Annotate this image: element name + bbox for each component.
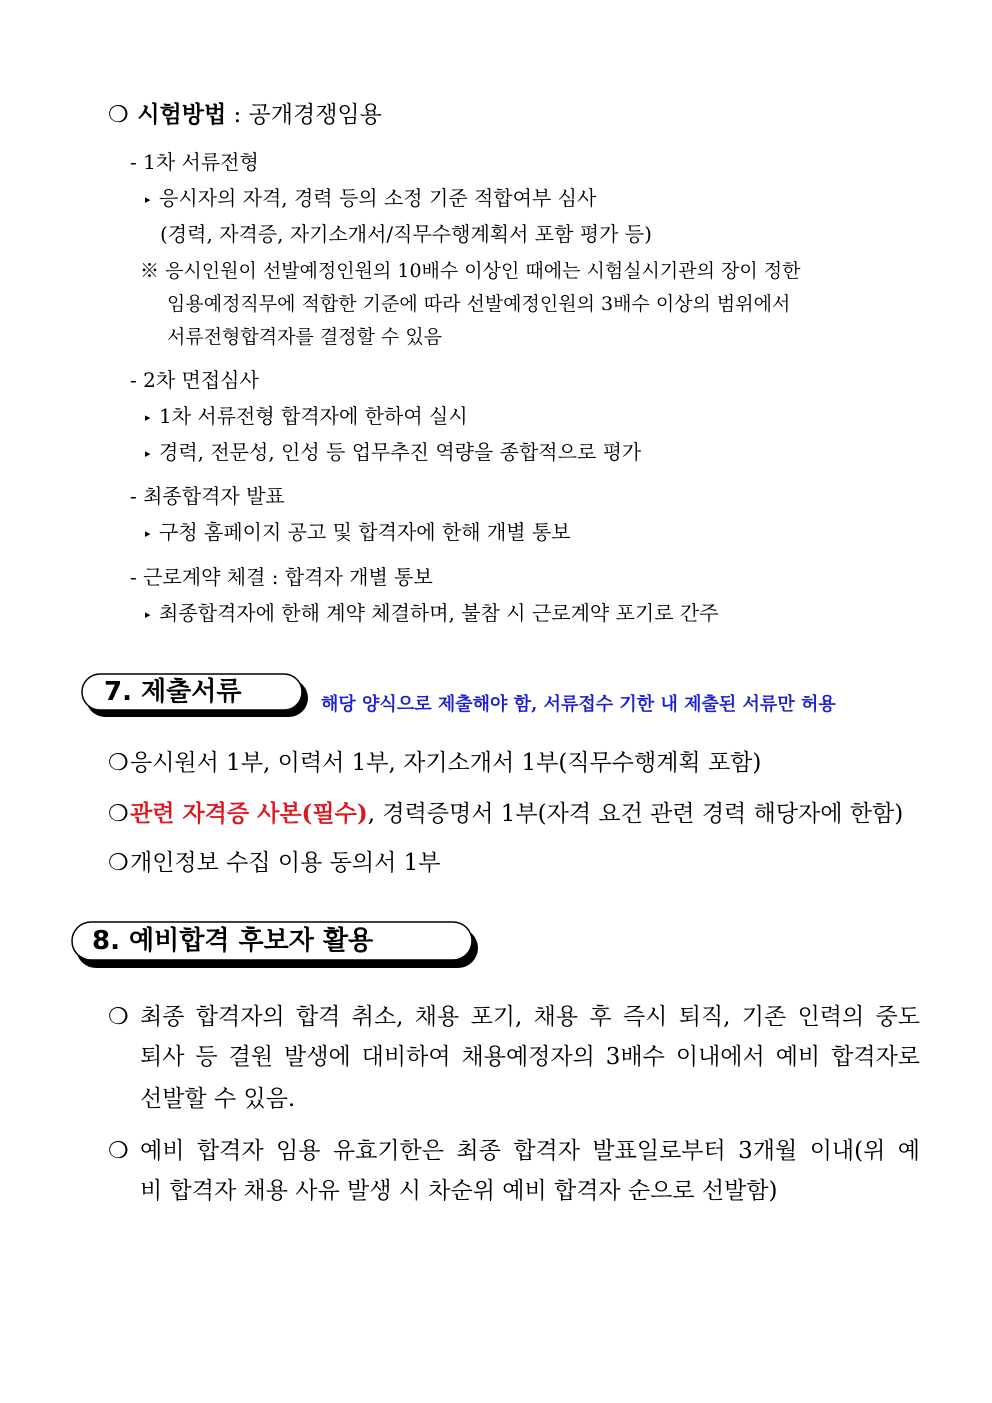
- arrow-icon: ▸: [145, 608, 151, 621]
- circle-bullet-icon: ❍: [108, 102, 129, 128]
- sec8-item-2-line-2: 비 합격자 채용 사유 발생 시 차순위 예비 합격자 순으로 선발함): [140, 1178, 778, 1204]
- arrow-icon: ▸: [145, 411, 151, 424]
- sec8-item-2-line-1: 예비 합격자 임용 유효기한은 최종 합격자 발표일로부터 3개월 이내(위 예: [140, 1138, 920, 1164]
- exam-method-label: 시험방법: [137, 101, 227, 128]
- sec8-item-1-line-2: 퇴사 등 결원 발생에 대비하여 채용예정자의 3배수 이내에서 예비 합격자로: [140, 1044, 920, 1070]
- circle-bullet-icon: ❍: [108, 850, 129, 876]
- step1-item-2: (경력, 자격증, 자기소개서/직무수행계획서 포함 평가 등): [160, 222, 652, 246]
- arrow-icon: ▸: [145, 193, 151, 206]
- exam-method-heading: [108, 103, 382, 127]
- step4-title: - 근로계약 체결 : 합격자 개별 통보: [130, 565, 433, 589]
- exam-method-value: : 공개경쟁임용: [226, 102, 382, 128]
- sec8-item-1-line-1: 최종 합격자의 합격 취소, 채용 포기, 채용 후 즉시 퇴직, 기존 인력의 중도: [140, 1004, 920, 1030]
- sec7-item-1: ❍응시원서 1부, 이력서 1부, 자기소개서 1부(직무수행계획 포함): [108, 750, 762, 776]
- step1-note-1: ※ 응시인원이 선발예정인원의 10배수 이상인 때에는 시험실시기관의 장이 정한: [140, 260, 801, 282]
- step1-note-2: 임용예정직무에 적합한 기준에 따라 선발예정인원의 3배수 이상의 범위에서: [167, 293, 791, 315]
- step1-title: - 1차 서류전형: [130, 150, 259, 174]
- section7-note: 해당 양식으로 제출해야 함, 서류접수 기한 내 제출된 서류만 허용: [321, 694, 836, 715]
- step2-title: - 2차 면접심사: [130, 368, 259, 392]
- circle-bullet-icon: ❍: [108, 1004, 129, 1030]
- required-cert-text: 관련 자격증 사본(필수): [130, 800, 368, 827]
- sec7-item-2: ❍관련 자격증 사본(필수), 경력증명서 1부(자격 요건 관련 경력 해당자에 한함): [108, 800, 904, 827]
- arrow-icon: ▸: [145, 447, 151, 460]
- step1-note-3: 서류전형합격자를 결정할 수 있음: [167, 326, 443, 348]
- circle-bullet-icon: ❍: [108, 1138, 129, 1164]
- step4-item-1: ▸ 최종합격자에 한해 계약 체결하며, 불참 시 근로계약 포기로 간주: [145, 601, 719, 625]
- section7-title: 7. 제출서류: [104, 677, 242, 707]
- sec7-item-3: ❍개인정보 수집 이용 동의서 1부: [108, 850, 441, 876]
- step2-item-2: ▸ 경력, 전문성, 인성 등 업무추진 역량을 종합적으로 평가: [145, 440, 642, 464]
- circle-bullet-icon: ❍: [108, 801, 129, 827]
- circle-bullet-icon: ❍: [108, 750, 129, 776]
- step2-item-1: ▸ 1차 서류전형 합격자에 한하여 실시: [145, 404, 468, 428]
- arrow-icon: ▸: [145, 527, 151, 540]
- sec8-item-1-line-3: 선발할 수 있음.: [140, 1086, 296, 1112]
- section8-title: 8. 예비합격 후보자 활용: [92, 926, 374, 956]
- step3-title: - 최종합격자 발표: [130, 484, 285, 508]
- step3-item-1: ▸ 구청 홈페이지 공고 및 합격자에 한해 개별 통보: [145, 520, 571, 544]
- step1-item-1: ▸ 응시자의 자격, 경력 등의 소정 기준 적합여부 심사: [145, 186, 597, 210]
